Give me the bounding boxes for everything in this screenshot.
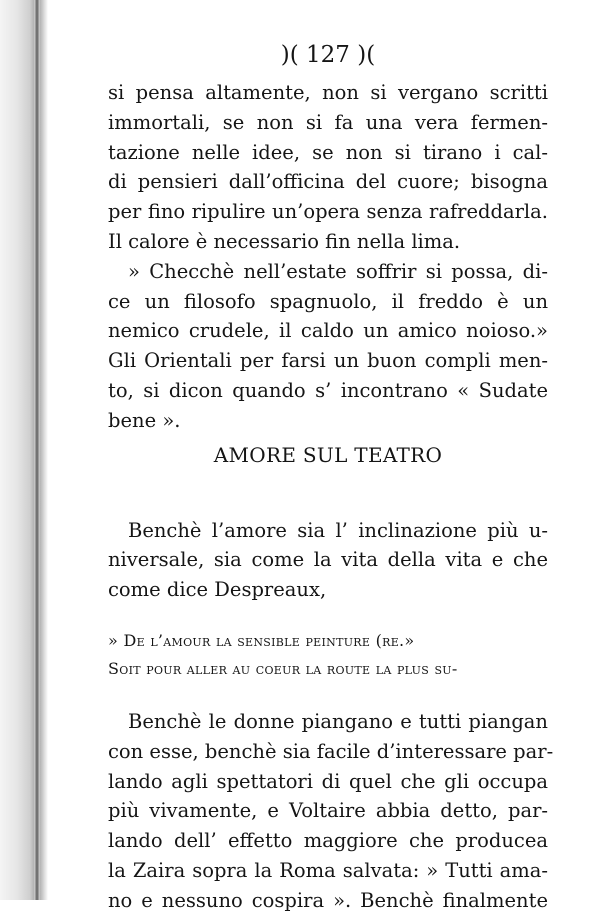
text-line: per fino ripulire un’opera senza rafreddarla. xyxy=(108,200,548,224)
text-line: niversale, sia come la vita della vita e che xyxy=(108,548,548,572)
french-quotation xyxy=(108,627,548,683)
intro-paragraph xyxy=(108,78,548,257)
paragraph-love xyxy=(108,516,548,605)
text-line: Gli Orientali per farsi un buon compli men- xyxy=(108,349,548,373)
text-line: come dice Despreaux, xyxy=(108,578,327,602)
text-line: Benchè le donne piangano e tutti piangan xyxy=(128,709,548,733)
text-line: nemico crudele, il caldo un amico noioso.» xyxy=(108,319,548,343)
text-line: Benchè l’amore sia l’ inclinazione più u- xyxy=(128,518,548,542)
text-line: to, si dicon quando s’ incontrano « Sudate xyxy=(108,378,548,402)
text-line: bene ». xyxy=(108,408,181,432)
text-line: tazione nelle idee, se non si tirano i cal- xyxy=(108,140,548,164)
text-line: immortali, se non si fa una vera fermen- xyxy=(108,110,548,134)
section-heading: AMORE SUL TEATRO xyxy=(213,442,443,467)
text-line: più vivamente, e Voltaire abbia detto, par- xyxy=(108,799,548,823)
text-line: lando agli spettatori di quel che gli occupa xyxy=(108,769,548,793)
text-line: » Checchè nell’estate soffrir si possa, di- xyxy=(128,259,548,283)
quote-line: Soit pour aller au coeur la route la plus su- xyxy=(108,658,458,678)
text-line: di pensieri dall’officina del cuore; bisogna xyxy=(108,170,548,194)
text-line: Il calore è necessario fin nella lima. xyxy=(108,229,461,253)
paragraph-women xyxy=(108,707,554,916)
book-spine-shadow xyxy=(0,0,48,900)
book-spine-edge xyxy=(34,0,40,900)
book-page xyxy=(108,40,554,916)
text-line: si pensa altamente, non si vergano scritti xyxy=(108,81,548,104)
page-number: )( 127 )( xyxy=(280,42,376,68)
text-line: con esse, benchè sia facile d’interessare par- xyxy=(108,739,554,763)
quote-line: » De l’amour la sensible peinture (re.» xyxy=(108,630,415,650)
text-line: la Zaira sopra la Roma salvata: » Tutti ama- xyxy=(108,858,548,882)
text-line: ce un filosofo spagnuolo, il freddo è un xyxy=(108,289,548,313)
paragraph-heat-quote xyxy=(108,257,548,436)
text-line: lando dell’ effetto maggiore che producea xyxy=(108,829,548,853)
text-line: no e nessuno cospira ». Benchè finalmente xyxy=(108,888,548,912)
